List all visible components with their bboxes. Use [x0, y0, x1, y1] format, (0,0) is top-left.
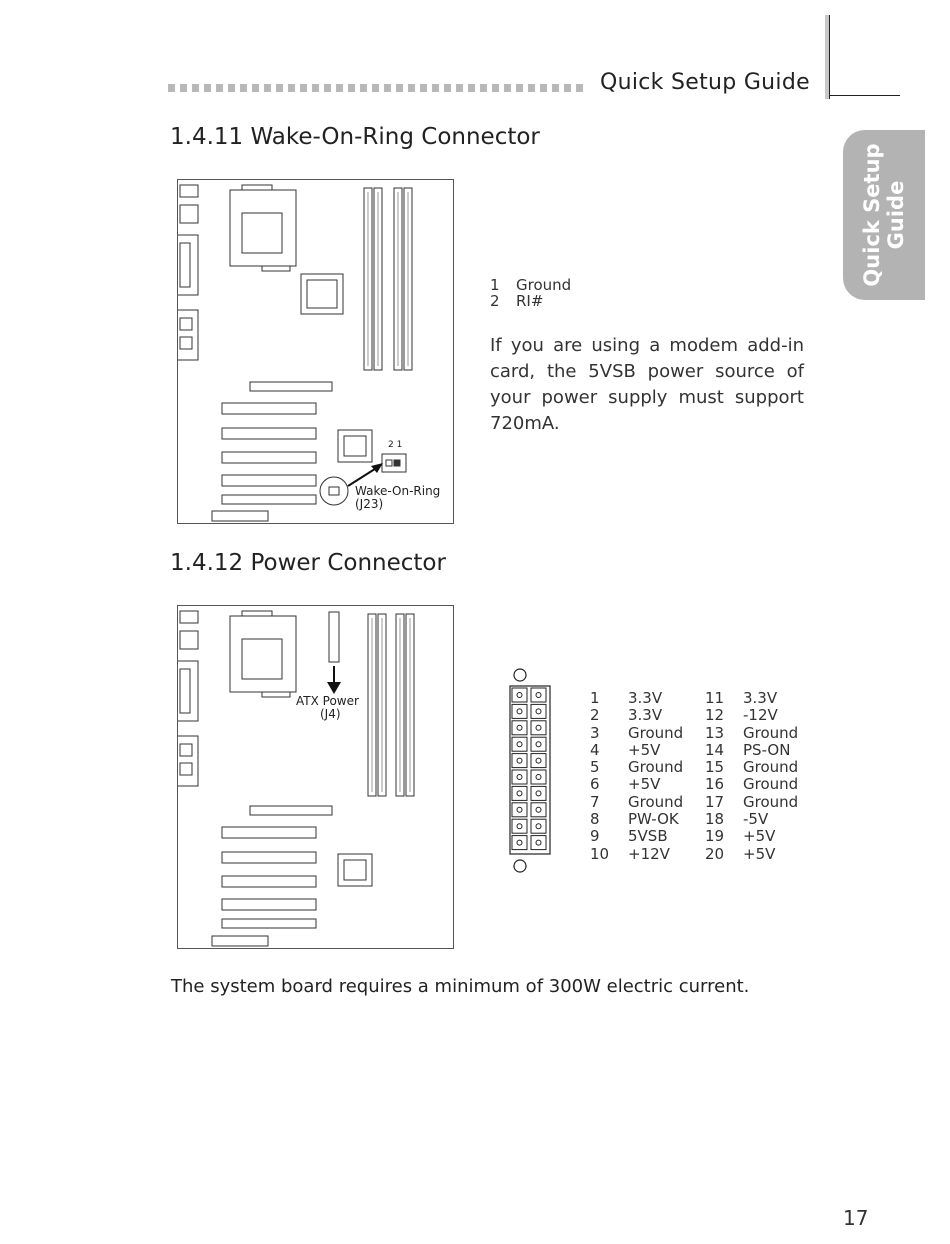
atx-pins-left: [590, 690, 683, 863]
atx-pin-hole: [517, 758, 522, 763]
atx-pin-hole: [536, 791, 541, 796]
atx-pin-label: Ground: [743, 723, 799, 742]
atx-pin-label: +5V: [743, 844, 776, 863]
atx-power-callout: ATX Power: [296, 694, 359, 708]
atx-pin-number: 2: [590, 706, 600, 725]
atx-pin-row: [705, 690, 798, 707]
atx-pin-hole: [517, 725, 522, 730]
motherboard-diagram-power: [177, 605, 454, 949]
atx-pin-number: 17: [705, 792, 725, 811]
atx-pin-label: 3.3V: [743, 689, 778, 707]
atx-pin-cell: [512, 737, 527, 751]
atx-pin-label: Ground: [743, 792, 799, 811]
atx-pin-row: [590, 828, 683, 845]
atx-pin-number: 1: [590, 689, 600, 707]
pin-row: 2 RI#: [490, 292, 544, 310]
power-requirement-note: The system board requires a minimum of 300W electric current.: [171, 976, 750, 997]
atx-pin-row: [590, 776, 683, 793]
atx-pin-number: 11: [705, 689, 725, 707]
wake-on-ring-note: If you are using a modem add-in card, the 5VSB power source of your power supply must support 720mA.: [490, 335, 804, 434]
j23-pin-numbers: 2 1: [388, 440, 403, 450]
atx-pin-label: 3.3V: [628, 689, 663, 707]
atx-pin-row: [590, 690, 683, 707]
atx-pin-hole: [517, 742, 522, 747]
atx-pin-number: 5: [590, 758, 600, 777]
atx-pin-cell: [512, 721, 527, 735]
atx-connector-drawing: [506, 668, 552, 874]
atx-pin-row: [705, 811, 798, 828]
wake-on-ring-pin-list: [490, 277, 571, 309]
atx-pin-number: 10: [590, 844, 610, 863]
atx-pin-cell: [512, 770, 527, 784]
atx-pin-row: [590, 725, 683, 742]
atx-pin-hole: [536, 725, 541, 730]
atx-pin-cell: [512, 688, 527, 702]
atx-pin-row: [705, 794, 798, 811]
atx-pin-cell: [531, 737, 546, 751]
atx-pin-hole: [517, 775, 522, 780]
atx-pin-number: 20: [705, 844, 725, 863]
atx-pin-cell: [512, 704, 527, 718]
atx-pin-hole: [517, 824, 522, 829]
atx-pin-hole: [536, 709, 541, 714]
section-title-power-connector: 1.4.12 Power Connector: [170, 550, 446, 576]
atx-pin-row: [705, 776, 798, 793]
motherboard-diagram-wake-on-ring: [177, 179, 454, 524]
atx-pin-number: 15: [705, 758, 725, 777]
atx-pin-cell: [512, 786, 527, 800]
atx-pin-number: 19: [705, 827, 725, 846]
atx-pin-number: 6: [590, 775, 600, 794]
side-tab-label: Quick Setup Guide: [860, 143, 908, 287]
atx-pin-cell: [512, 803, 527, 817]
atx-pin-hole: [536, 758, 541, 763]
atx-pins-right: [705, 690, 798, 863]
atx-pin-cell: [531, 803, 546, 817]
board-drawing-2: [178, 606, 453, 948]
atx-pin-hole: [517, 807, 522, 812]
atx-pin-hole: [536, 807, 541, 812]
atx-pin-hole: [536, 742, 541, 747]
page-number: 17: [843, 1206, 869, 1230]
wake-on-ring-callout-id: (J23): [355, 497, 384, 511]
atx-pin-number: 18: [705, 810, 725, 829]
atx-pin-hole: [517, 840, 522, 845]
atx-pin-row: [590, 742, 683, 759]
atx-pin-label: -12V: [743, 706, 778, 725]
atx-pin-row: [590, 794, 683, 811]
atx-pin-hole: [536, 775, 541, 780]
atx-pin-row: [705, 742, 798, 759]
atx-pin-label: +12V: [628, 844, 670, 863]
atx-pin-hole: [536, 840, 541, 845]
atx-pin-number: 16: [705, 775, 725, 794]
atx-pin-number: 8: [590, 810, 600, 829]
atx-pin-cell: [531, 770, 546, 784]
atx-pin-number: 7: [590, 792, 600, 811]
atx-pin-number: 3: [590, 723, 600, 742]
atx-pin-cell: [531, 786, 546, 800]
atx-pin-cell: [531, 819, 546, 833]
atx-pin-label: +5V: [743, 827, 776, 846]
atx-pin-label: Ground: [628, 723, 684, 742]
atx-pin-cell: [531, 836, 546, 850]
atx-pin-hole: [517, 709, 522, 714]
atx-pin-hole: [517, 791, 522, 796]
section-title-wake-on-ring: 1.4.11 Wake-On-Ring Connector: [170, 124, 540, 150]
atx-pin-cell: [531, 754, 546, 768]
atx-pin-cell: [531, 688, 546, 702]
board-drawing-1: [178, 180, 453, 523]
running-header-title: Quick Setup Guide: [600, 70, 810, 95]
atx-pin-cell: [512, 754, 527, 768]
atx-pin-number: 9: [590, 827, 600, 846]
atx-pin-row: [705, 725, 798, 742]
atx-pin-number: 12: [705, 706, 725, 725]
atx-pin-label: PS-ON: [743, 740, 791, 759]
atx-pin-row: [590, 846, 683, 863]
atx-pin-label: +5V: [628, 775, 661, 794]
atx-pin-label: Ground: [628, 758, 684, 777]
side-tab: [843, 130, 925, 300]
atx-pin-cell: [512, 836, 527, 850]
wake-on-ring-callout: Wake-On-Ring: [355, 484, 441, 498]
atx-pin-row: [705, 759, 798, 776]
atx-pin-label: 3.3V: [628, 706, 663, 725]
atx-pin-hole: [536, 824, 541, 829]
atx-pin-label: 5VSB: [628, 827, 668, 846]
pin-row: 1 Ground: [490, 276, 572, 294]
corner-mark-horizontal: [829, 95, 900, 96]
atx-pin-label: +5V: [628, 740, 661, 759]
atx-pin-hole: [536, 693, 541, 698]
atx-pin-row: [705, 707, 798, 724]
atx-pin-row: [590, 759, 683, 776]
atx-pin-label: -5V: [743, 810, 769, 829]
atx-pin-cell: [512, 819, 527, 833]
atx-pin-number: 4: [590, 740, 600, 759]
atx-pin-label: Ground: [743, 758, 799, 777]
atx-pin-row: [705, 846, 798, 863]
atx-power-callout-id: (J4): [320, 707, 341, 721]
atx-pin-label: PW-OK: [628, 810, 679, 829]
atx-pin-cell: [531, 704, 546, 718]
corner-mark-vertical: [829, 15, 830, 99]
header-dotted-rule: [168, 84, 588, 92]
atx-pin-hole: [517, 693, 522, 698]
atx-pin-label: Ground: [743, 775, 799, 794]
atx-connector-svg: [506, 668, 552, 874]
atx-pin-cell: [531, 721, 546, 735]
atx-pin-row: [705, 828, 798, 845]
atx-pin-number: 13: [705, 723, 725, 742]
atx-pin-row: [590, 811, 683, 828]
atx-pin-label: Ground: [628, 792, 684, 811]
atx-pin-row: [590, 707, 683, 724]
atx-pin-number: 14: [705, 740, 725, 759]
